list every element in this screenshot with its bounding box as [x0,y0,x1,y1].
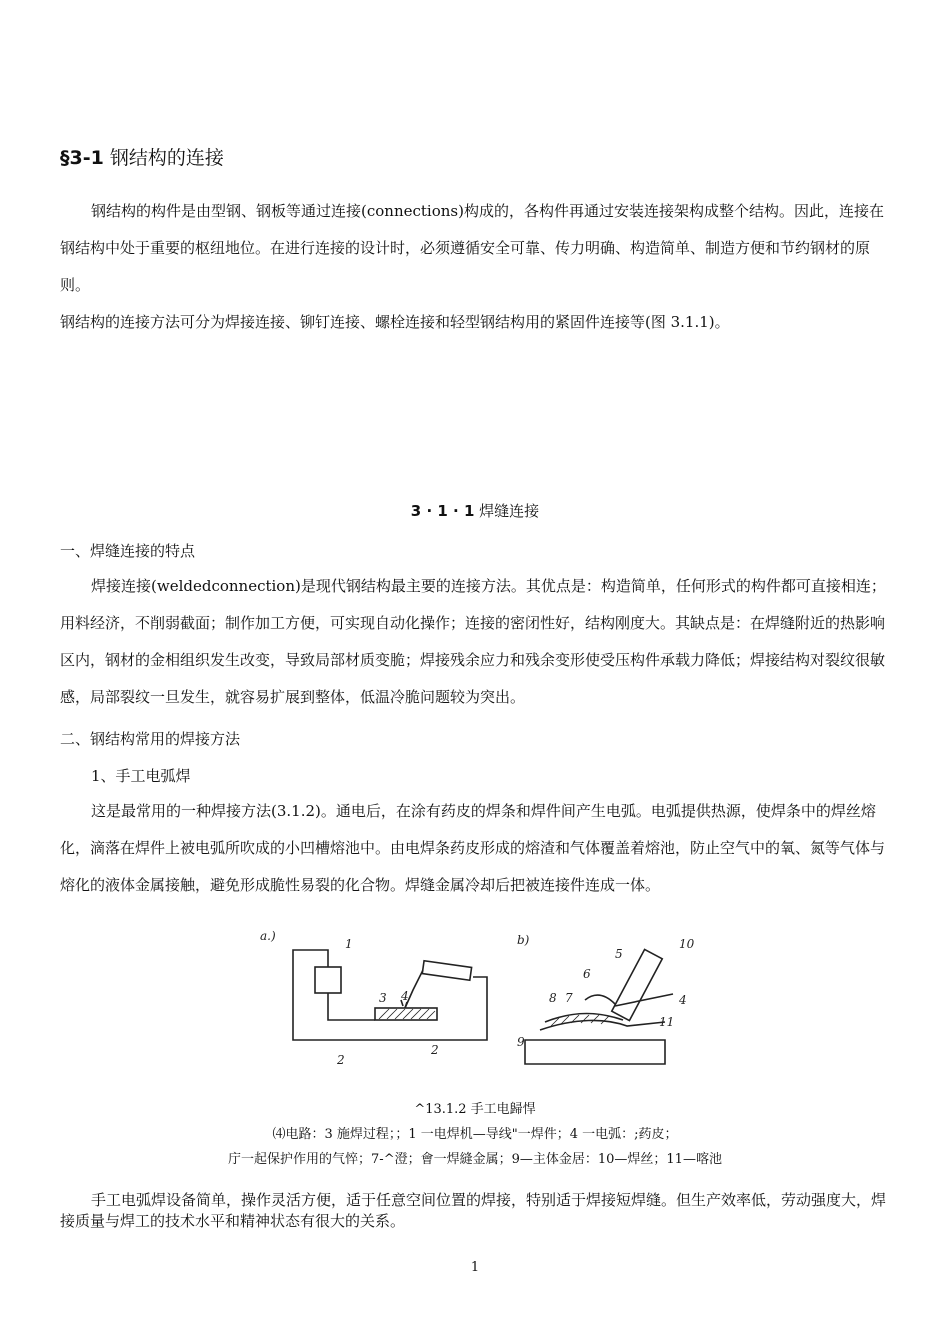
callout-b-11: 11 [659,1015,675,1029]
page-number: 1 [470,1260,480,1275]
figure-caption-title: ^13.1.2 手工电歸悍 [414,1102,536,1117]
welding-diagram [255,922,695,1082]
weld-bead [540,1020,665,1030]
manual-arc-paragraph: 这是最常用的一种焊接方法(3.1.2)。通电后，在涂有药皮的焊条和焊件间产生电弧。电弧提供热源，使焊条中的焊丝熔化，滴落在焊件上被电弧所吹成的小凹槽熔池中。由电焊条药皮形成的熔渣和气体覆盖着熔池，防止空气中的氧、氮等气体与熔化的液体金属接触，避免形成脆性易裂的化合物。焊缝金属冷却后把被连接件连成一体。 [60,802,886,894]
figure-caption-line-2: ⑷电路：3 施焊过程；；1 一电焊机—导线"一焊件；4 一电弧：;药皮； [272,1127,678,1142]
manual-arc-summary-paragraph: 手工电弧焊设备简单，操作灵活方便，适于任意空间位置的焊接，特别适于焊接短焊缝。但生产效率低，劳动强度大，焊接质量与焊工的技术水平和精神状态有很大的关系。 [60,1191,887,1230]
callout-a-3: 3 [379,991,387,1005]
figure-caption-line-3: 庁一起保护作用的气悴；7-^澄；會一焊縫金属；9—主体金居：10—焊丝；11—喀池 [228,1152,722,1167]
intro-paragraph-1: 钢结构的构件是由型钢、钢板等通过连接(connections)构成的，各构件再通过安装连接架构成整个结构。因此，连接在钢结构中处于重要的枢纽地位。在进行连接的设计时，必须遵循安全可靠、传力明确、构造简单、制造方便和节约钢材的原则。 [60,202,884,294]
intro-paragraph-2: 钢结构的连接方法可分为焊接连接、铆钉连接、螺栓连接和轻型钢结构用的紧固件连接等(图 3.1.1)。 [60,313,730,331]
chapter-heading [60,143,224,170]
callout-b-6: 6 [583,967,591,981]
callout-b-9: 9 [517,1035,525,1049]
subheading-manual-arc: 1、手工电弧焊 [91,767,191,785]
section-heading [0,500,950,521]
callout-a-2-left: 2 [337,1053,345,1067]
subheading-weld-methods: 二、钢结构常用的焊接方法 [60,730,241,748]
callout-a-1: 1 [345,937,353,951]
figure-label-a: a.) [260,929,276,943]
callout-a-4: 4 [401,989,409,1003]
section-title: 焊缝连接 [474,502,540,520]
welding-machine-box [315,967,341,993]
base-metal [525,1040,665,1064]
welding-figure [255,922,695,1082]
weld-connection-paragraph: 焊接连接(weldedconnection)是现代钢结构最主要的连接方法。其优点是：构造简单，任何形式的构件都可直接相连；用料经济，不削弱截面；制作加工方便，可实现自动化操作；连接的密闭性好，结构刚度大。其缺点是：在焊缝附近的热影响区内，钢材的金相组织发生改变，导致局部材质变脆；焊接残余应力和残余变形使受压构件承载力降低；焊接结构对裂纹很敏感，局部裂纹一旦发生，就容易扩展到整体，低温冷脆问题较为突出。 [60,577,886,706]
callout-b-10: 10 [679,937,695,951]
callout-b-8: 8 [549,991,557,1005]
callout-b-5: 5 [615,947,623,961]
chapter-title: 钢结构的连接 [103,147,224,169]
chapter-number: §3-1 [60,147,104,169]
subheading-weld-features: 一、焊缝连接的特点 [60,542,196,560]
callout-b-7: 7 [565,991,573,1005]
section-number: 3 · 1 · 1 [410,502,475,520]
figure-label-b: b) [517,933,530,947]
callout-a-2-right: 2 [431,1043,439,1057]
callout-b-4: 4 [679,993,687,1007]
circuit-wire [293,950,487,1040]
electrode-holder [422,961,471,981]
